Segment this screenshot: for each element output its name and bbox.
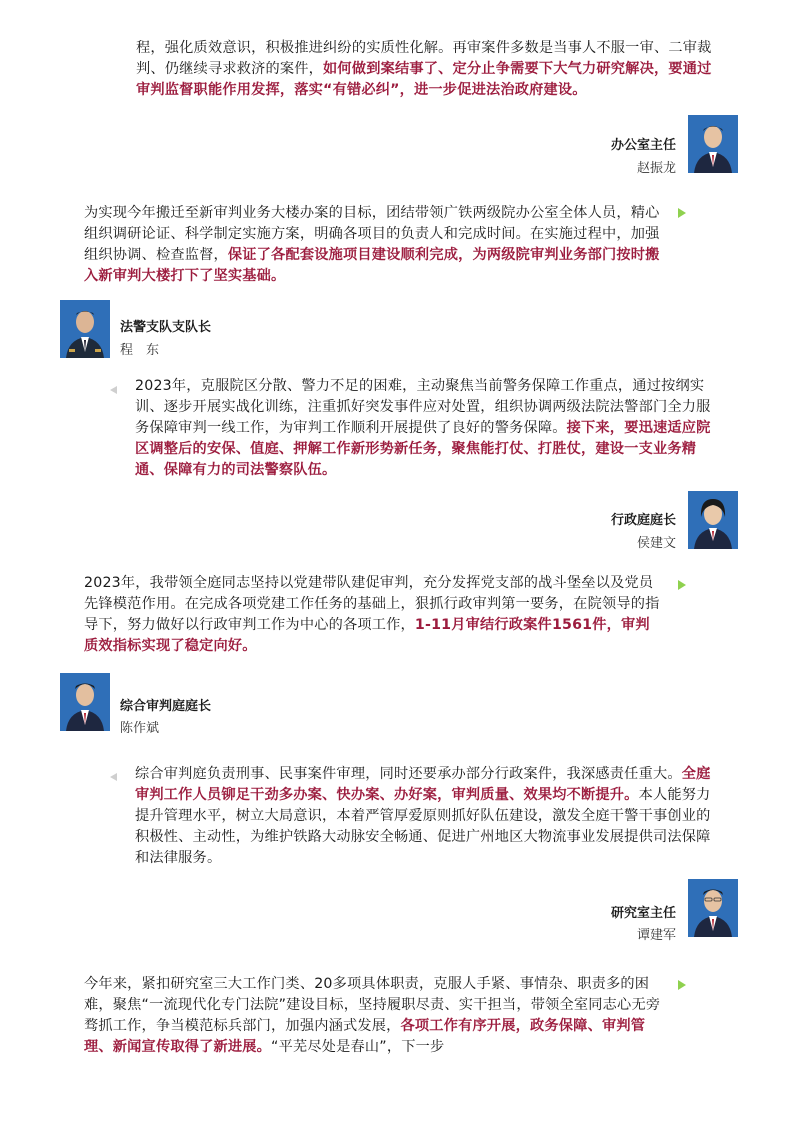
- paragraph-text: 2023年，克服院区分散、警力不足的困难，主动聚焦当前警务保障工作重点，通过按纲实训、逐步开展实战化训练，注重抓好突发事件应对处置，组织协调两级法院法警部门全力服务保障审判一线工作，为审判工作顺利开展提供了良好的警务保障。: [135, 378, 711, 436]
- article-paragraph: [84, 203, 664, 287]
- paragraph-text: “平芜尽处是春山”，下一步: [271, 1039, 445, 1055]
- speaker-title: 办公室主任: [610, 138, 676, 153]
- speaker-title: 行政庭庭长: [610, 513, 676, 528]
- article-paragraph: [84, 573, 664, 657]
- speaker-name: 侯建文: [636, 536, 676, 551]
- speaker-title: 法警支队支队长: [120, 320, 212, 335]
- paragraph-text: 程，强化质效意识，积极推进纠纷的实质性化解。再审案件多数是当事人不服一审、二审裁判、仍继续寻求救济的案件，: [136, 40, 712, 77]
- article-paragraph: [135, 376, 715, 481]
- speaker-portrait: [688, 115, 738, 173]
- speaker-title: 综合审判庭庭长: [120, 699, 212, 714]
- paragraph-text: 今年来，紧扣研究室三大工作门类、20多项具体职责，克服人手紧、事情杂、职责多的困难，聚焦“一流现代化专门法院”建设目标，坚持履职尽责、实干担当，带领全室同志心无旁骛抓工作，争当模范标兵部门，加强内涵式发展，: [84, 976, 661, 1034]
- article-paragraph: [136, 38, 716, 101]
- speaker-name: 陈作斌: [120, 721, 160, 736]
- speaker-name: 赵振龙: [636, 161, 676, 176]
- green-arrow-icon: [678, 580, 686, 590]
- speaker-portrait: [60, 673, 110, 731]
- paragraph-text: 为实现今年搬迁至新审判业务大楼办案的目标，团结带领广铁两级院办公室全体人员，精心组织调研论证、科学制定实施方案，明确各项目的负责人和完成时间。在实施过程中，加强组织协调、检查监督，: [84, 205, 660, 263]
- speaker-name: 谭建军: [636, 928, 676, 943]
- article-paragraph: [84, 974, 664, 1058]
- highlight-text: 1-11月审结行政案件1561件，审判质效指标实现了稳定向好。: [84, 617, 650, 654]
- speaker-card: [560, 491, 738, 557]
- speaker-name: 程 东: [120, 343, 160, 358]
- speaker-title: 研究室主任: [610, 906, 676, 921]
- highlight-text: 各项工作有序开展，政务保障、审判管理、新闻宣传取得了新进展。: [84, 1018, 646, 1055]
- speaker-card: [560, 879, 738, 945]
- gray-arrow-icon: [110, 386, 117, 394]
- paragraph-text: 2023年，我带领全庭同志坚持以党建带队建促审判，充分发挥党支部的战斗堡垒以及党员先锋模范作用。在完成各项党建工作任务的基础上，狠抓行政审判第一要务，在院领导的指导下，努力做好以行政审判工作为中心的各项工作，: [84, 575, 660, 633]
- green-arrow-icon: [678, 980, 686, 990]
- speaker-card: [60, 300, 260, 360]
- article-paragraph: [135, 764, 715, 869]
- speaker-card: [560, 115, 738, 181]
- highlight-text: 全庭审判工作人员铆足干劲多办案、快办案、办好案，审判质量、效果均不断提升。: [135, 766, 711, 803]
- gray-arrow-icon: [110, 773, 117, 781]
- speaker-portrait: [688, 491, 738, 549]
- highlight-text: 如何做到案结事了、定分止争需要下大气力研究解决，要通过审判监督职能作用发挥，落实“有错必纠”，进一步促进法治政府建设。: [136, 61, 712, 98]
- paragraph-text: 综合审判庭负责刑事、民事案件审理，同时还要承办部分行政案件，我深感责任重大。: [135, 766, 682, 782]
- green-arrow-icon: [678, 208, 686, 218]
- speaker-portrait: [688, 879, 738, 937]
- speaker-portrait: [60, 300, 110, 358]
- speaker-card: [60, 673, 260, 736]
- highlight-text: 接下来，要迅速适应院区调整后的安保、值庭、押解工作新形势新任务，聚焦能打仗、打胜仗，建设一支业务精通、保障有力的司法警察队伍。: [135, 420, 711, 478]
- paragraph-text: 本人能努力提升管理水平，树立大局意识，本着严管厚爱原则抓好队伍建设，激发全庭干警干事创业的积极性、主动性，为维护铁路大动脉安全畅通、促进广州地区大物流事业发展提供司法保障和法律服务。: [135, 787, 711, 866]
- highlight-text: 保证了各配套设施项目建设顺利完成，为两级院审判业务部门按时搬入新审判大楼打下了坚实基础。: [84, 247, 660, 284]
